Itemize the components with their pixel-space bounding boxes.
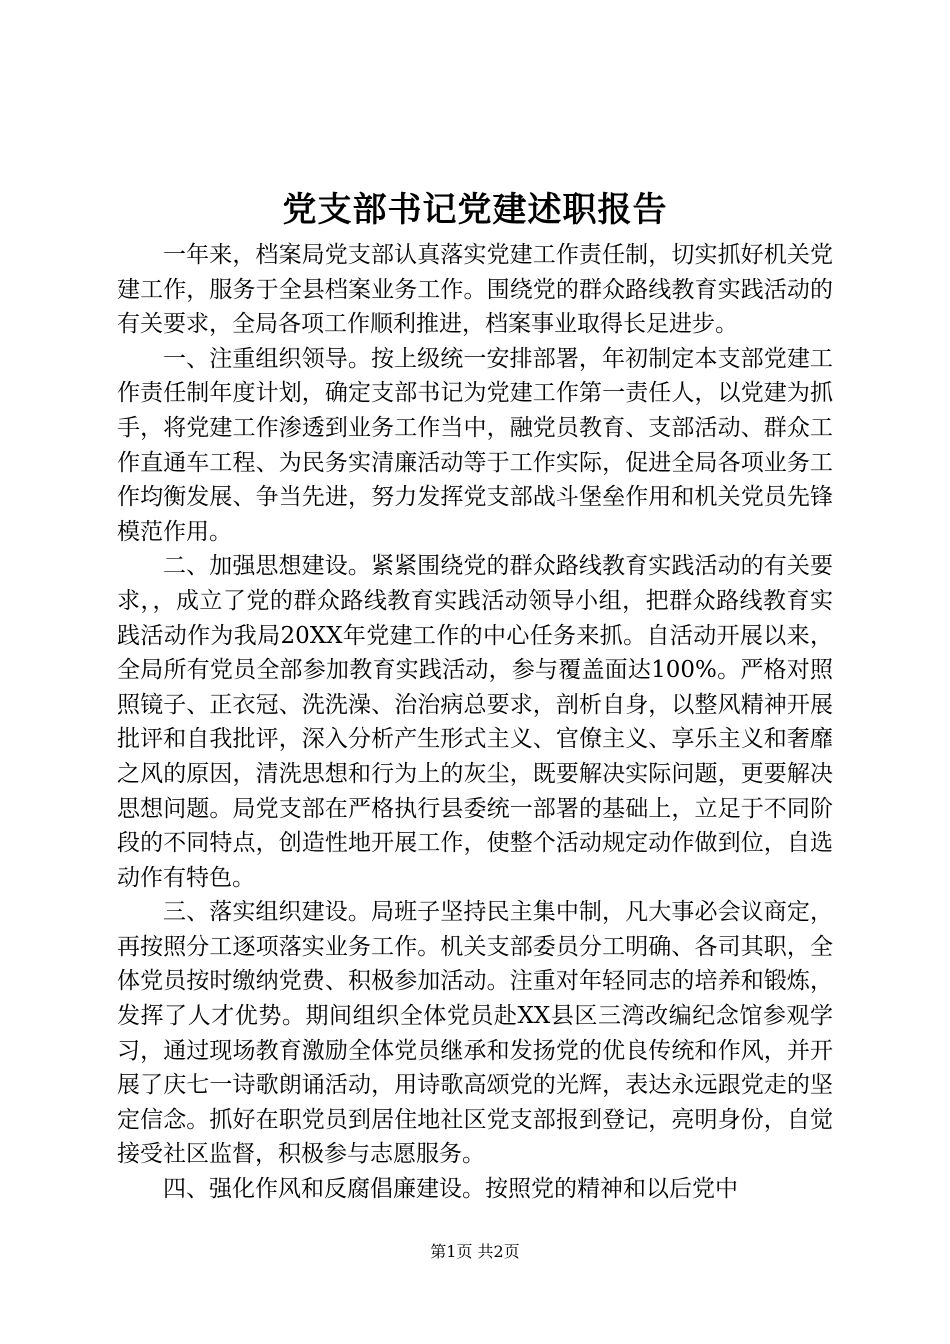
paragraph-work-style-anticorruption: 四、强化作风和反腐倡廉建设。按照党的精神和以后党中 <box>163 1176 738 1203</box>
paragraph-intro: 一年来，档案局党支部认真落实党建工作责任制，切实抓好机关党建工作，服务于全县档案业务工作。围绕党的群众路线教育实践活动的有关要求，全局各项工作顺利推进，档案事业取得长足进步。 <box>117 242 833 338</box>
document-title: 党支部书记党建述职报告 <box>282 190 668 230</box>
paragraph-ideological-building: 二、加强思想建设。紧紧围绕党的群众路线教育实践活动的有关要求，，成立了党的群众路线教育实践活动领导小组，把群众路线教育实践活动作为我局20XX年党建工作的中心任务来抓。自活动开展以来，全局所有党员全部参加教育实践活动，参与覆盖面达100%。严格对照照镜子、正衣冠、洗洗澡、治治病总要求，剖析自身，以整风精神开展批评和自我批评，深入分析产生形式主义、官僚主义、享乐主义和奢靡之风的原因，清洗思想和行为上的灰尘，既要解决实际问题，更要解决思想问题。局党支部在严格执行县委统一部署的基础上，立足于不同阶段的不同特点，创造性地开展工作，使整个活动规定动作做到位，自选动作有特色。 <box>117 553 833 891</box>
page-number-footer: 第1页 共2页 <box>430 1242 520 1261</box>
document-body <box>117 238 833 1207</box>
paragraph-organizational-building: 三、落实组织建设。局班子坚持民主集中制，凡大事必会议商定，再按照分工逐项落实业务工作。机关支部委员分工明确、各司其职，全体党员按时缴纳党费、积极参加活动。注重对年轻同志的培养和锻炼，发挥了人才优势。期间组织全体党员赴XX县区三湾改编纪念馆参观学习，通过现场教育激励全体党员继承和发扬党的优良传统和作风，并开展了庆七一诗歌朗诵活动，用诗歌高颂党的光辉，表达永远跟党走的坚定信念。抓好在职党员到居住地社区党支部报到登记，亮明身份，自觉接受社区监督，积极参与志愿服务。 <box>117 899 833 1168</box>
paragraph-organization-leadership: 一、注重组织领导。按上级统一安排部署，年初制定本支部党建工作责任制年度计划，确定支部书记为党建工作第一责任人，以党建为抓手，将党建工作渗透到业务工作当中，融党员教育、支部活动、群众工作直通车工程、为民务实清廉活动等于工作实际，促进全局各项业务工作均衡发展、争当先进，努力发挥党支部战斗堡垒作用和机关党员先锋模范作用。 <box>117 345 833 545</box>
